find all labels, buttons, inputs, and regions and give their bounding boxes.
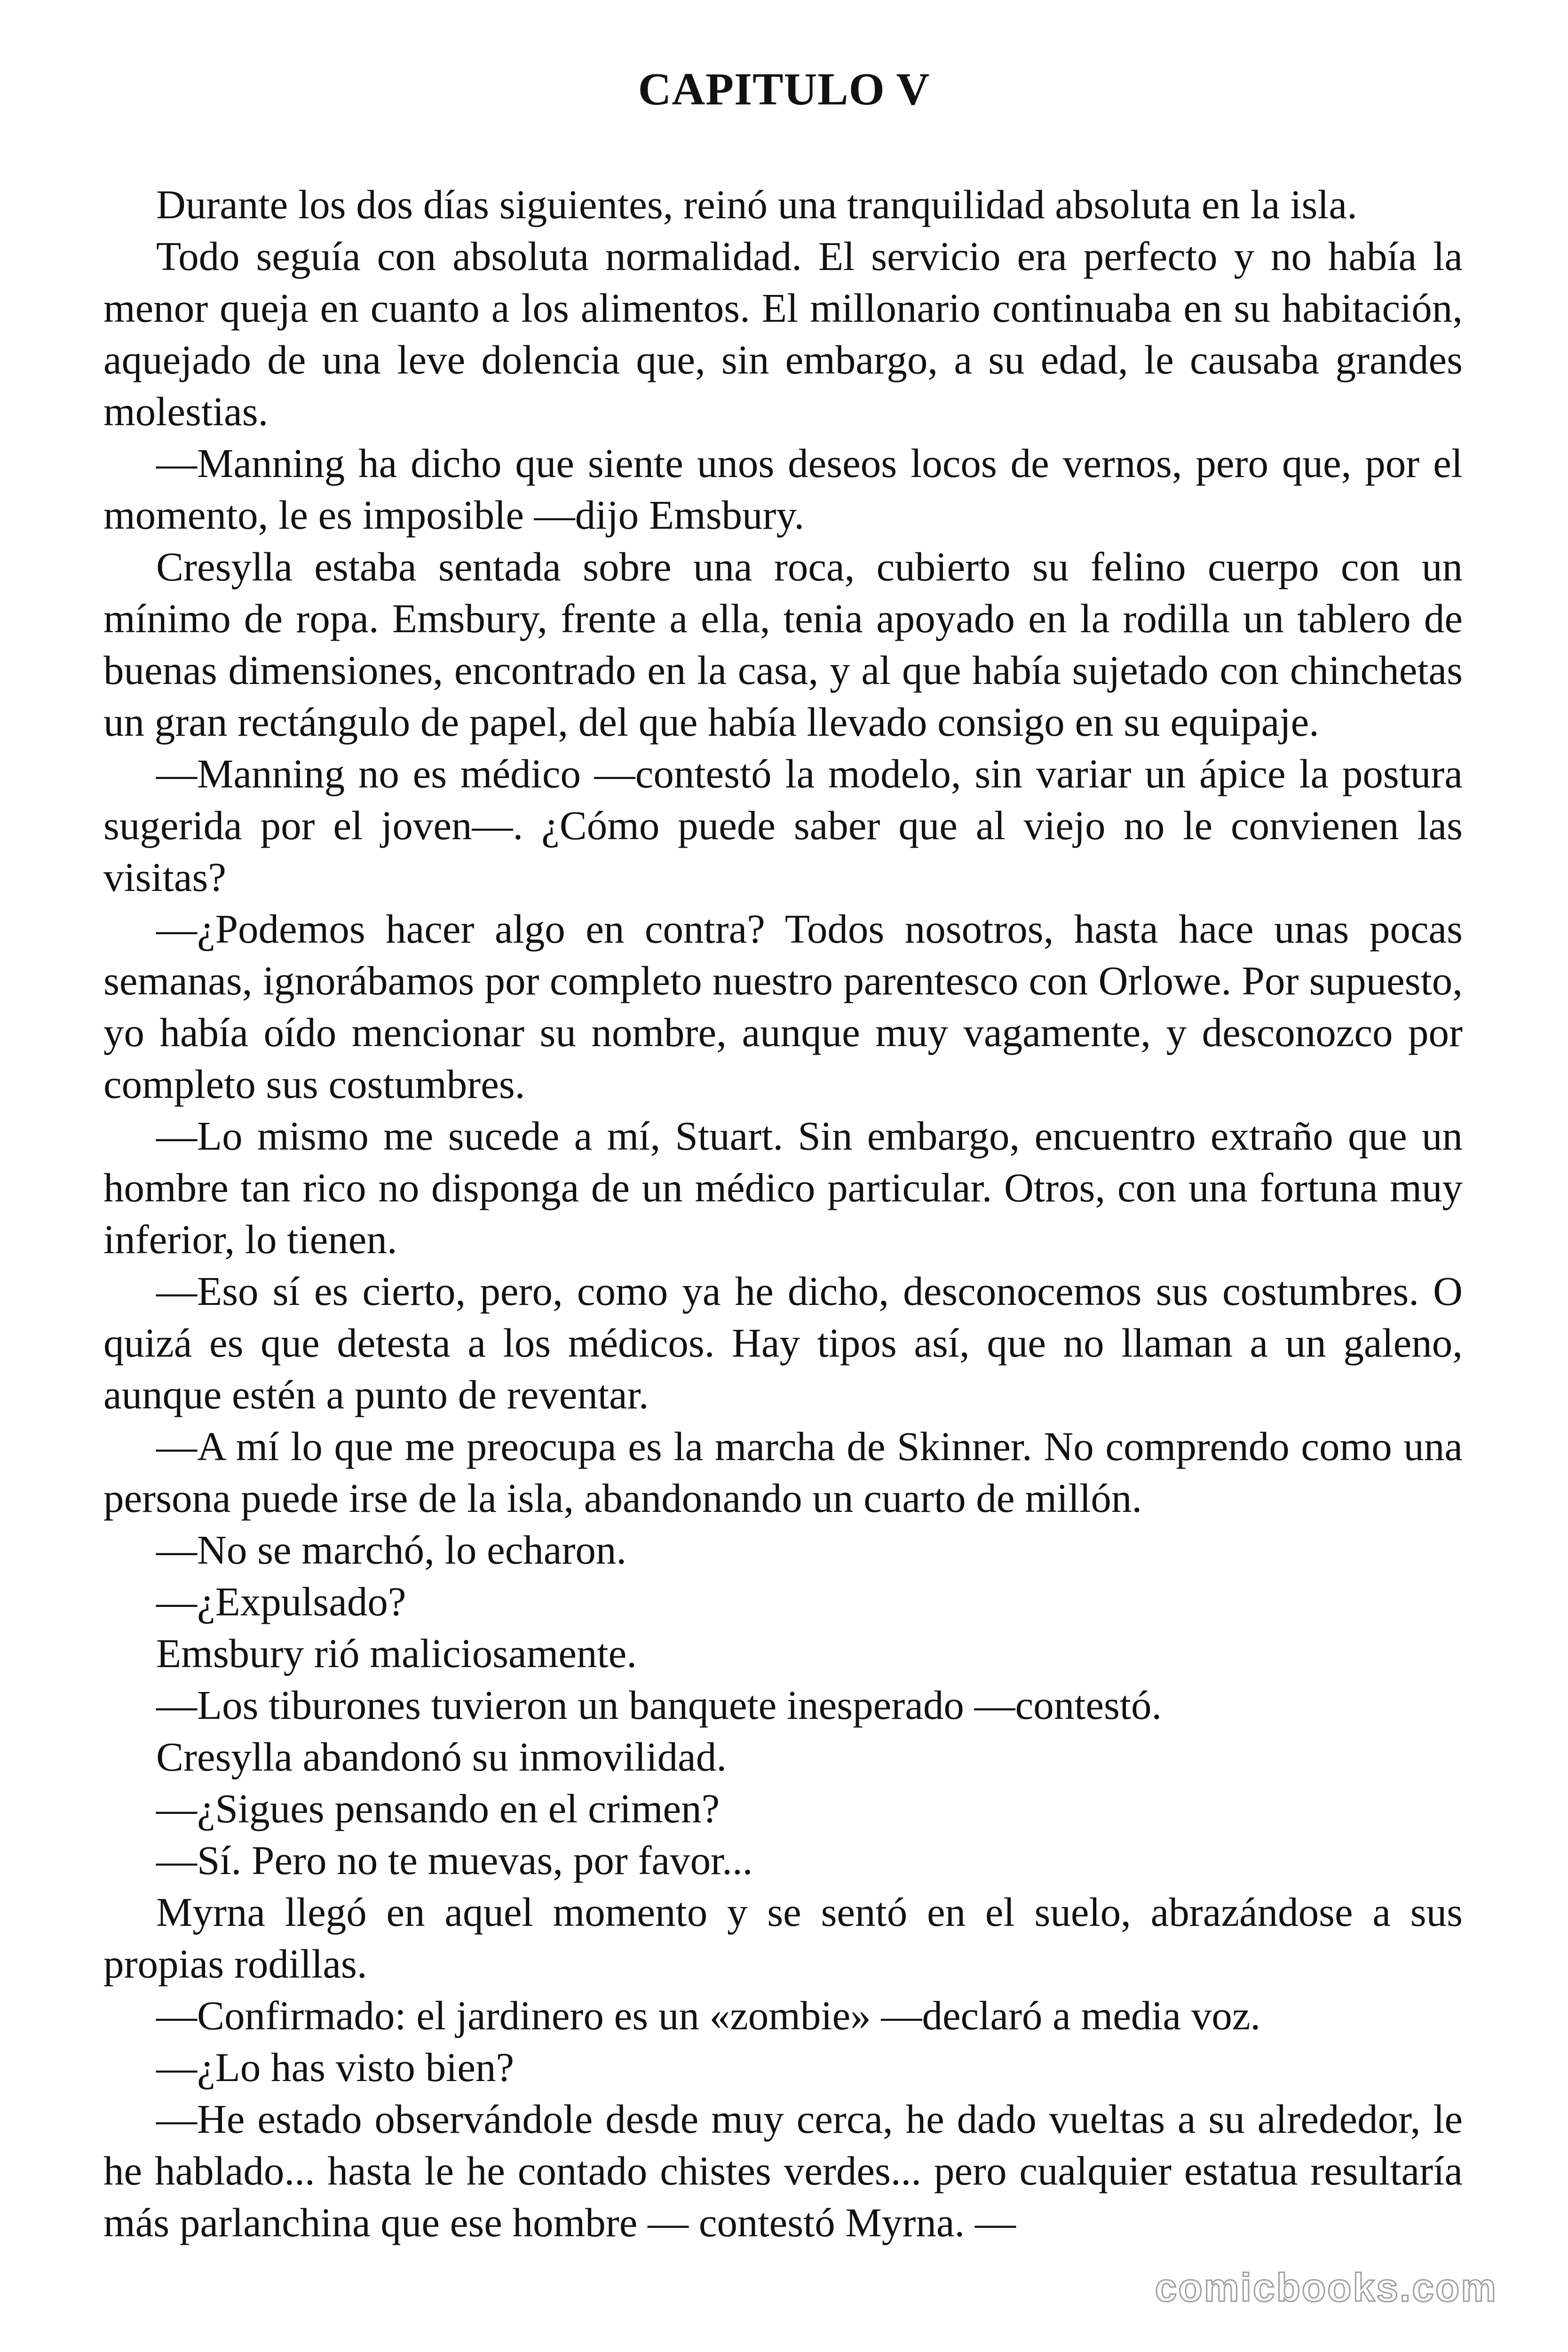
- chapter-title: CAPITULO V: [638, 64, 930, 115]
- paragraph: —¿Lo has visto bien?: [156, 2044, 515, 2090]
- paragraph: —Sí. Pero no te muevas, por favor...: [156, 1837, 753, 1883]
- paragraph: Myrna llegó en aquel momento y se sentó en el suelo, abrazándose a sus propias rodillas.: [103, 1889, 1463, 1986]
- watermark: comicbooks.com: [1155, 2265, 1497, 2310]
- paragraph: —¿Podemos hacer algo en contra? Todos nosotros, hasta hace unas pocas semanas, ignorábamos por completo nuestro parentesco con Orlowe. Por supuesto, yo había oído mencionar su nombre, aunque muy vagamente, y desconozco por completo sus costumbres.: [103, 906, 1463, 1107]
- paragraph: Todo seguía con absoluta normalidad. El servicio era perfecto y no había la menor queja en cuanto a los alimentos. El millonario continuaba en su habitación, aquejado de una leve dolencia que, sin embargo, a su edad, le causaba grandes molestias.: [103, 233, 1463, 434]
- paragraph: —¿Sigues pensando en el crimen?: [156, 1786, 720, 1831]
- paragraph: Cresylla abandonó su inmovilidad.: [156, 1734, 727, 1780]
- paragraph: —He estado observándole desde muy cerca, he dado vueltas a su alrededor, le he hablado... hasta le he contado chistes verdes... pero cualquier estatua resultaría más parlanchina que ese hombre — contestó Myrna. —: [103, 2096, 1463, 2245]
- paragraph: —Los tiburones tuvieron un banquete inesperado —contestó.: [156, 1682, 1162, 1728]
- paragraph: —Manning ha dicho que siente unos deseos locos de vernos, pero que, por el momento, le es imposible —dijo Emsbury.: [103, 440, 1463, 538]
- paragraph: Emsbury rió maliciosamente.: [156, 1630, 637, 1676]
- chapter-body: [103, 179, 1463, 2249]
- paragraph: Cresylla estaba sentada sobre una roca, cubierto su felino cuerpo con un mínimo de ropa. Emsbury, frente a ella, tenia apoyado en la rodilla un tablero de buenas dimensiones, encontrado en la casa, y al que había sujetado con chinchetas un gran rectángulo de papel, del que había llevado consigo en su equipaje.: [103, 544, 1463, 745]
- paragraph: —No se marchó, lo echaron.: [156, 1527, 627, 1573]
- paragraph: —Eso sí es cierto, pero, como ya he dicho, desconocemos sus costumbres. O quizá es que detesta a los médicos. Hay tipos así, que no llaman a un galeno, aunque estén a punto de reventar.: [103, 1268, 1463, 1417]
- paragraph: —¿Expulsado?: [156, 1579, 406, 1624]
- paragraph: Durante los dos días siguientes, reinó una tranquilidad absoluta en la isla.: [156, 182, 1357, 227]
- paragraph: —Lo mismo me sucede a mí, Stuart. Sin embargo, encuentro extraño que un hombre tan rico no disponga de un médico particular. Otros, con una fortuna muy inferior, lo tienen.: [103, 1113, 1463, 1262]
- paragraph: —Manning no es médico —contestó la modelo, sin variar un ápice la postura sugerida por el joven—. ¿Cómo puede saber que al viejo no le convienen las visitas?: [103, 751, 1463, 900]
- paragraph: —Confirmado: el jardinero es un «zombie» —declaró a media voz.: [156, 1993, 1261, 2038]
- paragraph: —A mí lo que me preocupa es la marcha de Skinner. No comprendo como una persona puede irse de la isla, abandonando un cuarto de millón.: [103, 1423, 1463, 1521]
